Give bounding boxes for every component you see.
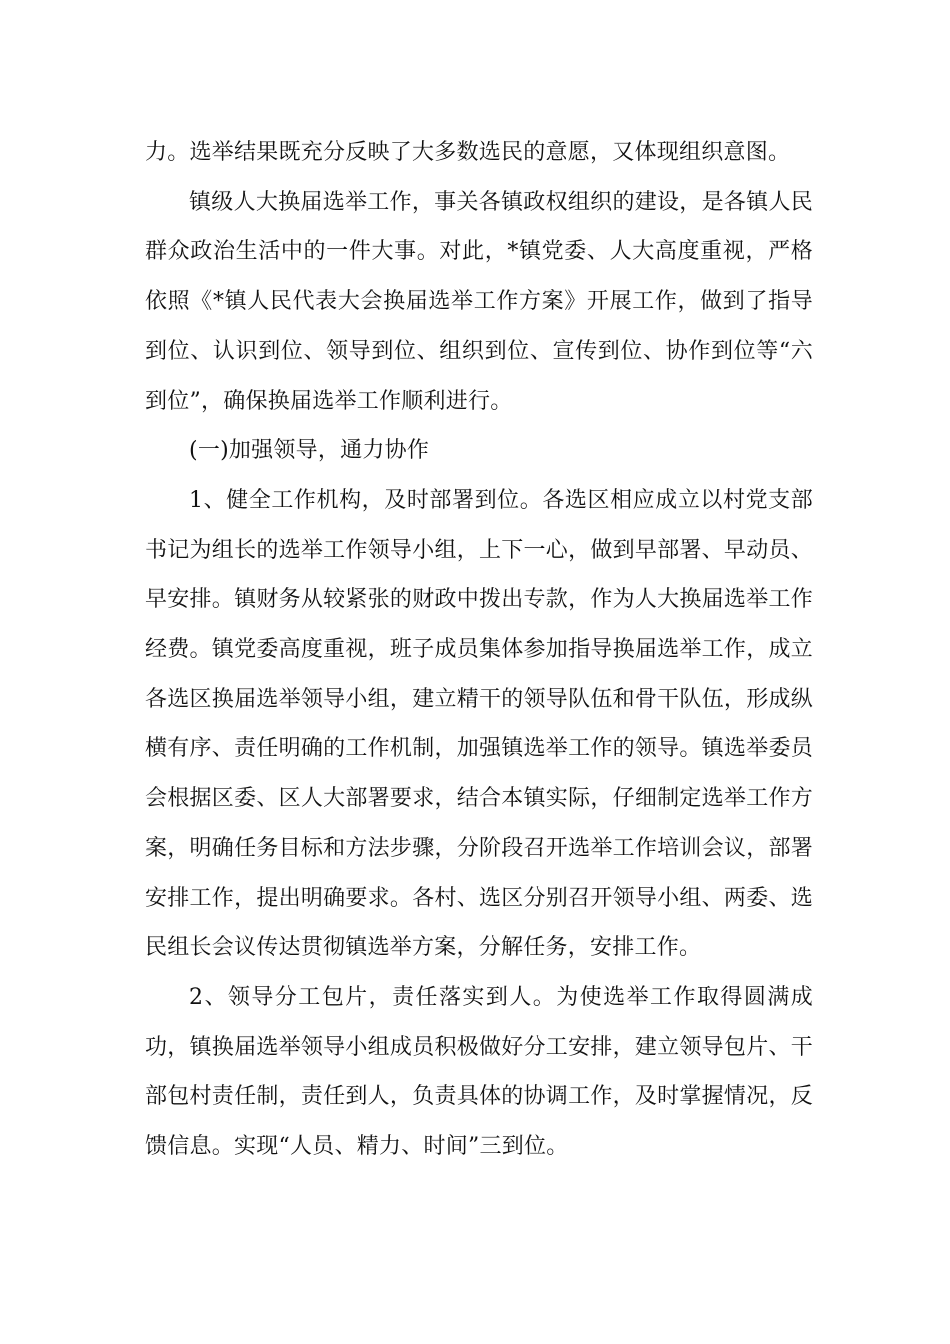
document-body — [145, 128, 813, 1172]
section-heading: (一)加强领导，通力协作 — [189, 438, 430, 464]
paragraph-item-2: 2、领导分工包片，责任落实到人。为使选举工作取得圆满成功，镇换届选举领导小组成员积极做好分工安排，建立领导包片、干部包村责任制，责任到人，负责具体的协调工作，及时掌握情况，反馈信息。实现“人员、精力、时间”三到位。 — [145, 984, 813, 1160]
paragraph-item-1: 1、健全工作机构，及时部署到位。各选区相应成立以村党支部书记为组长的选举工作领导小组，上下一心，做到早部署、早动员、早安排。镇财务从较紧张的财政中拨出专款，作为人大换届选举工作经费。镇党委高度重视，班子成员集体参加指导换届选举工作，成立各选区换届选举领导小组，建立精干的领导队伍和骨干队伍，形成纵横有序、责任明确的工作机制，加强镇选举工作的领导。镇选举委员会根据区委、区人大部署要求，结合本镇实际，仔细制定选举工作方案，明确任务目标和方法步骤，分阶段召开选举工作培训会议，部署安排工作，提出明确要求。各村、选区分别召开领导小组、两委、选民组长会议传达贯彻镇选举方案，分解任务，安排工作。 — [145, 487, 813, 961]
paragraph-intro: 镇级人大换届选举工作，事关各镇政权组织的建设，是各镇人民群众政治生活中的一件大事。对此，*镇党委、人大高度重视，严格依照《*镇人民代表大会换届选举工作方案》开展工作，做到了指导到位、认识到位、领导到位、组织到位、宣传到位、协作到位等“六到位”，确保换届选举工作顺利进行。 — [145, 189, 813, 414]
paragraph-continuation: 力。选举结果既充分反映了大多数选民的意愿，又体现组织意图。 — [145, 140, 791, 165]
